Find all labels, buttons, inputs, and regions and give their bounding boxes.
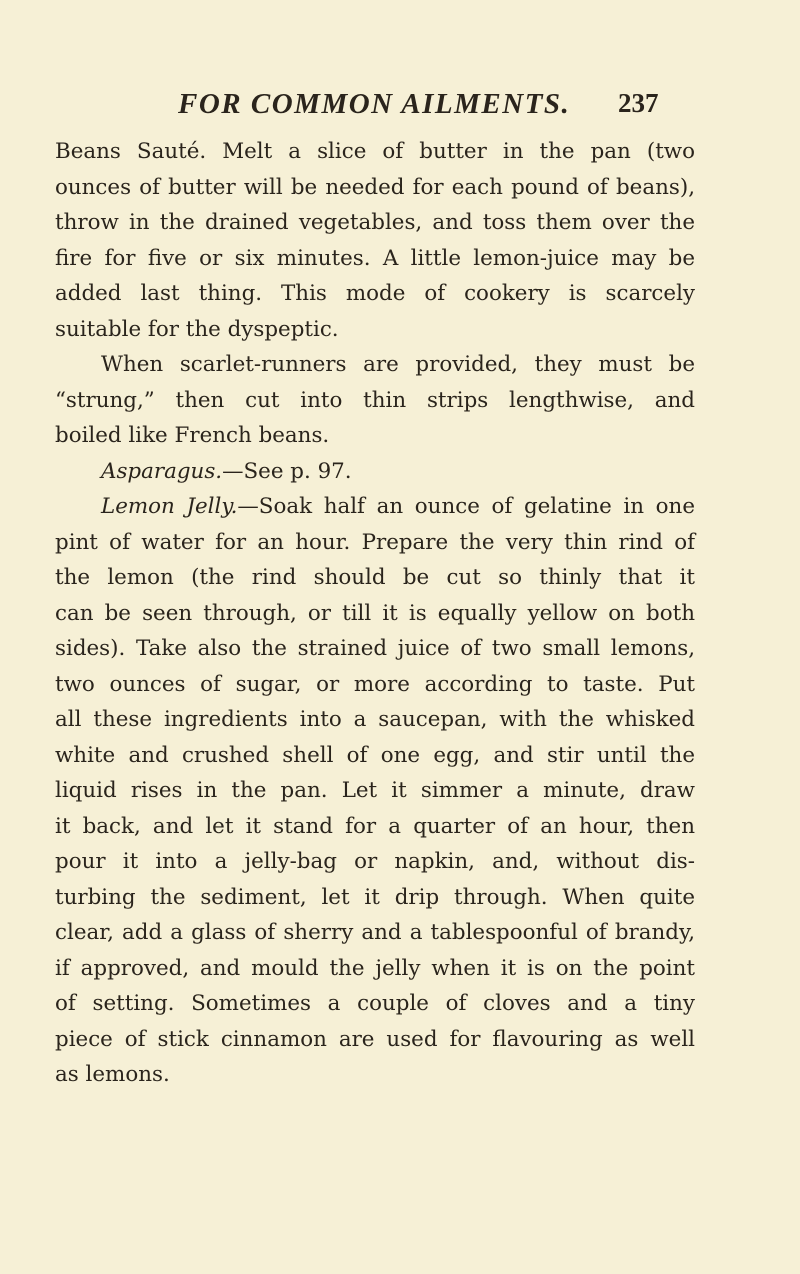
text-line: boiled like French beans.	[55, 423, 330, 448]
page-number: 237	[618, 88, 659, 118]
text-line: it back, and let it stand for a quarter of an hour, then	[55, 813, 695, 839]
asparagus-heading: Asparagus.	[101, 458, 223, 484]
text-line: of setting. Sometimes a couple of cloves and a tiny	[55, 991, 695, 1016]
text-line: if approved, and mould the jelly when it is on the point	[55, 955, 695, 981]
lemon-jelly-first-line	[55, 489, 695, 525]
text-line: clear, add a glass of sherry and a tablespoonful of brandy,	[55, 920, 695, 945]
lemon-jelly-heading: Lemon Jelly.	[101, 494, 238, 519]
asparagus-text: —See p. 97.	[222, 458, 352, 484]
text-line: white and crushed shell of one egg, and stir until the	[55, 742, 695, 768]
lemon-jelly-text: —Soak half an ounce of gelatine in one	[237, 494, 695, 519]
text-line: When scarlet-runners are provided, they must be	[101, 352, 695, 377]
text-line: all these ingredients into a saucepan, with the whisked	[55, 707, 695, 732]
text-line: as lemons.	[55, 1062, 170, 1087]
text-line: pint of water for an hour. Prepare the very thin rind of	[55, 529, 695, 555]
text-line: fire for five or six minutes. A little lemon-juice may be	[55, 245, 695, 271]
text-line: the lemon (the rind should be cut so thinly that it	[55, 565, 695, 590]
text-line: two ounces of sugar, or more according to taste. Put	[55, 671, 695, 697]
text-line: turbing the sediment, let it drip through. When quite	[55, 884, 695, 910]
text-line: suitable for the dyspeptic.	[55, 316, 339, 342]
text-line: added last thing. This mode of cookery is scarcely	[55, 281, 695, 306]
text-line: pour it into a jelly-bag or napkin, and, without dis-	[55, 849, 695, 874]
text-line: ounces of butter will be needed for each pound of beans),	[55, 174, 695, 200]
text-line: throw in the drained vegetables, and toss them over the	[55, 210, 695, 235]
text-line: piece of stick cinnamon are used for flavouring as well	[55, 1026, 695, 1052]
body-text	[55, 134, 695, 1093]
running-title: FOR COMMON AILMENTS.	[178, 88, 571, 120]
text-line: Beans Sauté. Melt a slice of butter in the pan (two	[55, 139, 695, 164]
text-line: can be seen through, or till it is equally yellow on both	[55, 600, 695, 626]
text-line: liquid rises in the pan. Let it simmer a minute, draw	[55, 778, 695, 803]
asparagus-paragraph	[55, 454, 695, 490]
running-head	[0, 88, 800, 128]
text-line: sides). Take also the strained juice of two small lemons,	[55, 636, 695, 661]
text-line: “strung,” then cut into thin strips lengthwise, and	[55, 387, 695, 413]
